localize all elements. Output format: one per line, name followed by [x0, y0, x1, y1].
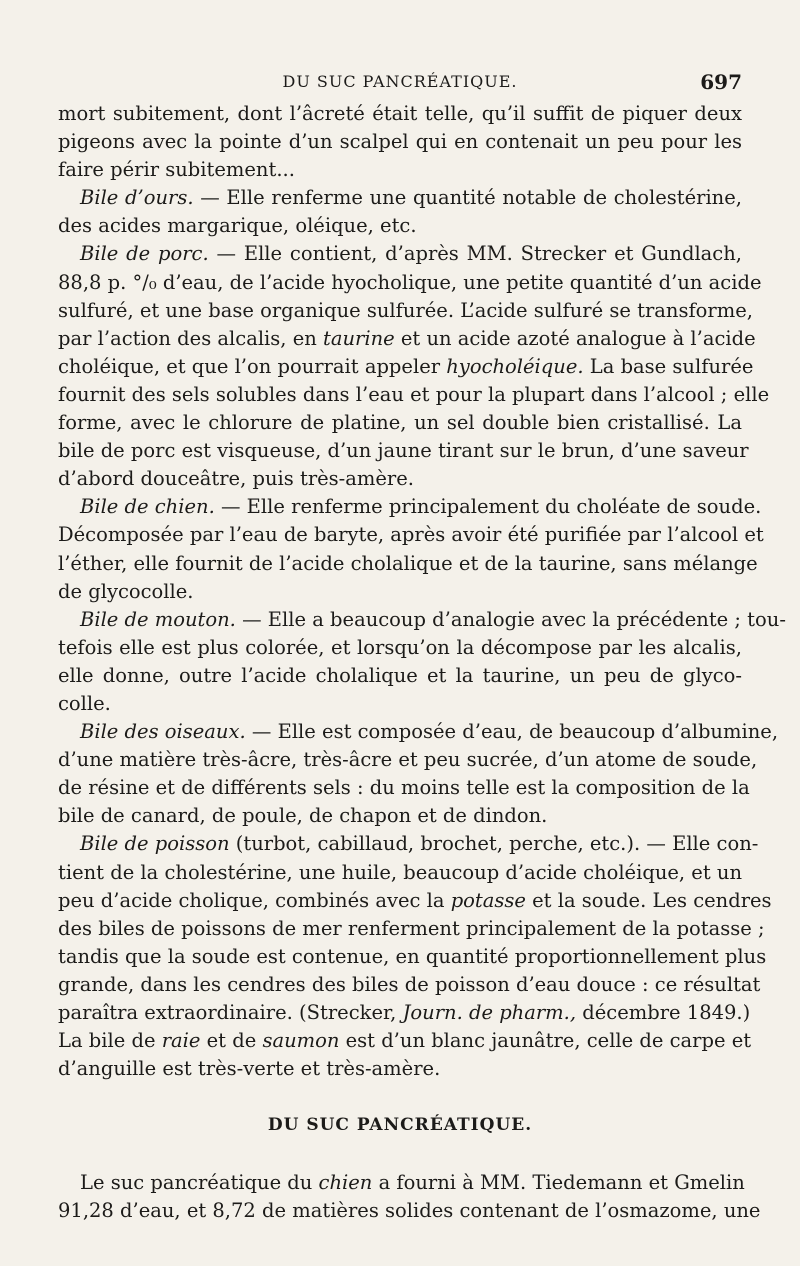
italic-run: Bile de poisson [80, 832, 230, 856]
text-run: fournit des sels solubles dans l’eau et pour la plupart dans l’alcool ; elle [58, 382, 770, 406]
text-line [58, 578, 742, 606]
text-line [58, 774, 750, 802]
italic-run: Bile de mouton. [80, 607, 236, 631]
pancreatic-paragraph [58, 1169, 761, 1225]
text-run: est d’un blanc jaunâtre, celle de carpe et [339, 1029, 752, 1053]
text-line [58, 521, 764, 549]
text-line [58, 999, 751, 1027]
italic-run: Bile de chien. [80, 495, 215, 519]
text-run: 91,28 d’eau, et 8,72 de matières solides contenant de l’osmazome, une [58, 1199, 761, 1223]
text-run: tefois elle est plus colorée, et lorsqu’on la décompose par les alcalis, [58, 635, 742, 659]
text-line [58, 325, 756, 353]
text-line [58, 662, 742, 690]
text-line [58, 746, 758, 774]
section-title: DU SUC PANCRÉATIQUE. [267, 1115, 533, 1136]
text-line [58, 859, 742, 887]
text-line [58, 971, 761, 999]
italic-run: chien [318, 1171, 373, 1195]
text-run: peu d’acide cholique, combinés avec la [58, 888, 451, 912]
text-run: La base sulfurée [583, 354, 754, 378]
text-run: — Elle a beaucoup d’analogie avec la précédente ; tou- [235, 607, 786, 631]
text-line [58, 550, 758, 578]
text-run: de glycocolle. [58, 579, 194, 603]
text-line [58, 184, 742, 212]
text-run: La bile de [58, 1029, 162, 1053]
text-run: mort subitement, dont l’âcreté était telle, qu’il suffit de piquer deux [58, 102, 742, 125]
text-run: — Elle renferme principalement du choléate de soude. [214, 495, 762, 519]
page-number: 697 [700, 70, 742, 94]
text-run: de résine et de différents sels : du moins telle est la composition de la [58, 776, 750, 800]
text-run: Le suc pancréatique du [80, 1171, 319, 1195]
text-line [58, 409, 742, 437]
text-line [58, 943, 767, 971]
italic-run: raie [161, 1029, 201, 1053]
running-head [58, 70, 742, 96]
text-line [58, 269, 762, 297]
body-text [58, 100, 786, 1226]
running-title: DU SUC PANCRÉATIQUE. [282, 72, 518, 91]
text-run: décembre 1849.) [576, 1001, 751, 1024]
text-run: — Elle contient, d’après MM. Strecker et Gundlach, [208, 242, 742, 266]
italic-run: Bile d’ours. [80, 186, 194, 210]
italic-run: saumon [262, 1029, 340, 1053]
text-run: pigeons avec la pointe d’un scalpel qui en contenait un peu pour les [58, 130, 742, 154]
text-run: — Elle renferme une quantité notable de cholestérine, [193, 186, 742, 210]
text-line [58, 381, 770, 409]
text-run: paraîtra extraordinaire. (Strecker, [58, 1001, 403, 1024]
text-run: 88,8 p. °/₀ d’eau, de l’acide hyocholique, une petite quantité d’un acide [58, 270, 762, 294]
text-line [58, 634, 742, 662]
italic-run: Bile des oiseaux. [80, 720, 246, 744]
text-run: tandis que la soude est contenue, en quantité proportionnellement plus [58, 944, 767, 968]
text-line [58, 690, 742, 718]
text-run: l’éther, elle fournit de l’acide cholalique et de la taurine, sans mélange [58, 551, 758, 575]
text-run: a fourni à MM. Tiedemann et Gmelin [372, 1171, 745, 1195]
bile-paragraphs [58, 100, 786, 1083]
text-run: colle. [58, 691, 111, 715]
text-line [58, 353, 754, 381]
text-line [58, 465, 742, 493]
text-line [58, 212, 742, 240]
text-line [58, 1169, 745, 1197]
text-line [58, 437, 749, 465]
italic-run: Journ. de pharm., [402, 1001, 577, 1024]
text-line [58, 830, 759, 858]
text-run: forme, avec le chlorure de platine, un sel double bien cristallisé. La [58, 411, 742, 435]
text-run: d’anguille est très-verte et très-amère. [58, 1057, 441, 1081]
text-run: sulfuré, et une base organique sulfurée. L’acide sulfuré se transforme, [58, 298, 753, 322]
text-run: — Elle est composée d’eau, de beaucoup d’albumine, [245, 720, 779, 744]
text-line [58, 1197, 761, 1225]
italic-run: potasse [450, 888, 526, 912]
text-line [58, 802, 742, 830]
text-line [58, 606, 786, 634]
text-run: d’abord douceâtre, puis très-amère. [58, 467, 414, 491]
text-line [58, 1055, 742, 1083]
text-line [58, 915, 765, 943]
text-line [58, 240, 742, 268]
text-line [58, 718, 779, 746]
text-run: choléique, et que l’on pourrait appeler [58, 354, 447, 378]
text-run: des acides margarique, oléique, etc. [58, 214, 417, 238]
text-line [58, 493, 762, 521]
text-run: grande, dans les cendres des biles de poisson d’eau douce : ce résultat [58, 972, 761, 996]
text-run: et de [200, 1029, 263, 1053]
italic-run: taurine [323, 326, 395, 350]
text-line [58, 297, 753, 325]
text-run: bile de porc est visqueuse, d’un jaune tirant sur le brun, d’une saveur [58, 439, 749, 463]
italic-run: Bile de porc. [80, 242, 209, 266]
text-run: et la soude. Les cendres [525, 888, 772, 912]
text-line [58, 100, 742, 128]
text-run: par l’action des alcalis, en [58, 326, 323, 350]
text-run: tient de la cholestérine, une huile, beaucoup d’acide choléique, et un [58, 860, 743, 884]
text-run: elle donne, outre l’acide cholalique et la taurine, un peu de glyco- [58, 663, 742, 687]
text-line [58, 128, 742, 156]
text-line [58, 887, 772, 915]
text-run: d’une matière très-âcre, très-âcre et peu sucrée, d’un atome de soude, [58, 748, 758, 772]
text-run: et un acide azoté analogue à l’acide [394, 326, 756, 350]
text-line [58, 1027, 752, 1055]
italic-run: hyocholéique. [446, 354, 584, 378]
text-run: (turbot, cabillaud, brochet, perche, etc.). — Elle con- [229, 832, 759, 856]
text-run: faire périr subitement... [58, 158, 295, 182]
text-run: des biles de poissons de mer renferment principalement de la potasse ; [58, 916, 765, 940]
text-run: bile de canard, de poule, de chapon et de dindon. [58, 804, 548, 828]
text-run: Décomposée par l’eau de baryte, après avoir été purifiée par l’alcool et [58, 523, 764, 547]
text-line [58, 156, 742, 184]
